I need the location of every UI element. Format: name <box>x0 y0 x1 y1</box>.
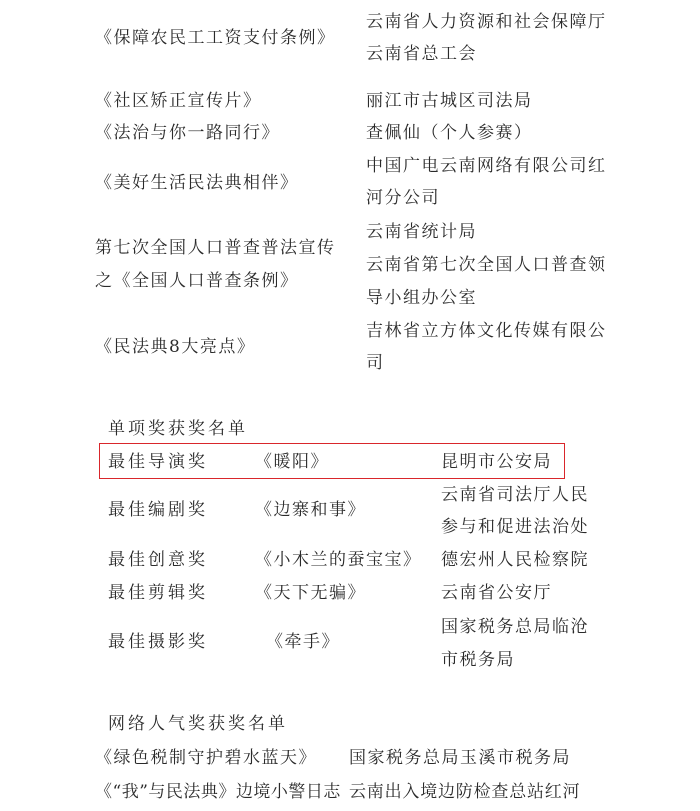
organization-line: 云南省司法厅人民 <box>441 485 589 505</box>
organization-line: 云南省人力资源和社会保障厅 <box>366 12 607 32</box>
section-heading: 网络人气奖获奖名单 <box>108 714 288 734</box>
organization-line: 河分公司 <box>366 188 440 208</box>
award-name: 最佳创意奖 <box>108 550 208 570</box>
organization-line: 云南省公安厅 <box>441 583 552 603</box>
organization-line: 查佩仙（个人参赛） <box>366 123 533 143</box>
organization-line: 导小组办公室 <box>366 288 477 308</box>
organization-line: 吉林省立方体文化传媒有限公 <box>366 321 607 341</box>
award-name: 最佳剪辑奖 <box>108 583 208 603</box>
work-title: 《小木兰的蚕宝宝》 <box>255 550 422 570</box>
organization-line: 国家税务总局临沧 <box>441 617 589 637</box>
organization-line: 德宏州人民检察院 <box>441 550 589 570</box>
organization-line: 昆明市公安局 <box>441 452 552 472</box>
work-title: 《边寨和事》 <box>255 500 366 520</box>
work-title: 《“我”与民法典》边境小警日志 <box>95 782 341 802</box>
work-title: 《天下无骗》 <box>255 583 366 603</box>
work-title-line: 第七次全国人口普查普法宣传 <box>95 238 336 258</box>
organization-line: 司 <box>366 353 385 373</box>
organization: 国家税务总局玉溪市税务局 <box>349 748 571 768</box>
work-title: 《法治与你一路同行》 <box>95 123 280 143</box>
award-name: 最佳导演奖 <box>108 452 208 472</box>
award-name: 最佳摄影奖 <box>108 632 208 652</box>
work-title: 《民法典8大亮点》 <box>95 337 256 357</box>
organization-line: 市税务局 <box>441 650 515 670</box>
organization-line: 云南省统计局 <box>366 222 477 242</box>
work-title: 《绿色税制守护碧水蓝天》 <box>95 748 317 768</box>
organization-line: 云南省总工会 <box>366 44 477 64</box>
work-title: 《美好生活民法典相伴》 <box>95 173 299 193</box>
work-title: 《暖阳》 <box>255 452 329 472</box>
work-title: 《牵手》 <box>266 632 340 652</box>
work-title-line: 之《全国人口普查条例》 <box>95 271 299 291</box>
organization-line: 云南省第七次全国人口普查领 <box>366 255 607 275</box>
award-name: 最佳编剧奖 <box>108 500 208 520</box>
section-heading: 单项奖获奖名单 <box>108 419 248 439</box>
organization-line: 中国广电云南网络有限公司红 <box>366 156 607 176</box>
work-title: 《保障农民工工资支付条例》 <box>95 28 336 48</box>
organization: 云南出入境边防检查总站红河 <box>349 782 581 802</box>
organization-line: 丽江市古城区司法局 <box>366 91 533 111</box>
organization-line: 参与和促进法治处 <box>441 517 589 537</box>
work-title: 《社区矫正宣传片》 <box>95 91 262 111</box>
